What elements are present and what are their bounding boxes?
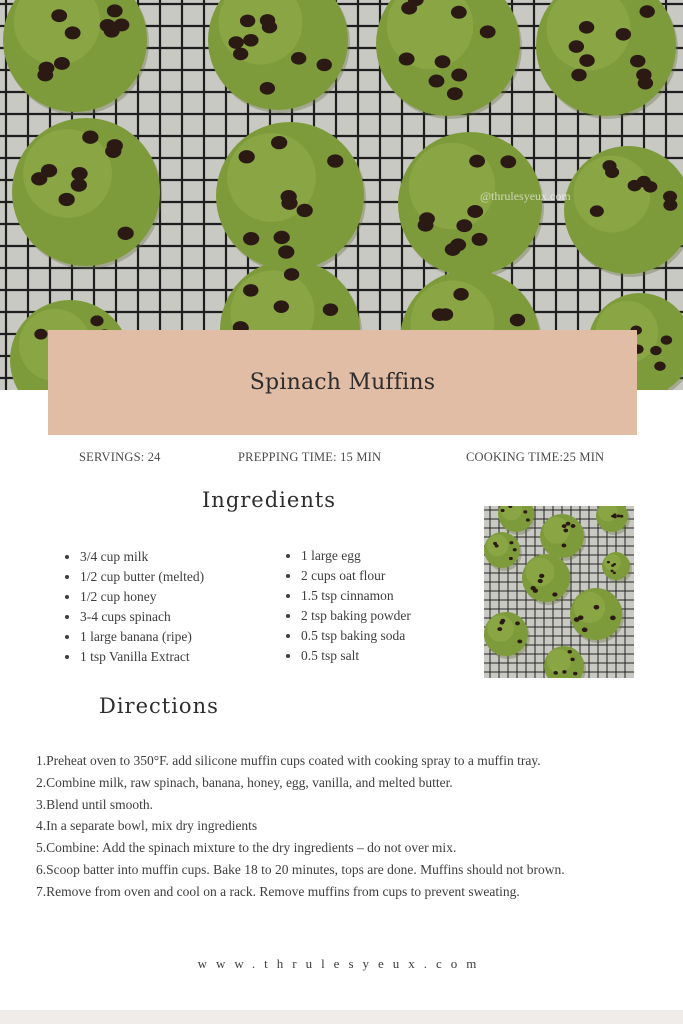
list-item: • 1 large banana (ripe) bbox=[80, 627, 204, 647]
title-card bbox=[48, 330, 637, 435]
muffin-thumbnail bbox=[484, 506, 634, 678]
list-item: • 1/2 cup honey bbox=[80, 587, 204, 607]
list-item: • 1 large egg bbox=[301, 546, 411, 566]
list-item: • 2 cups oat flour bbox=[301, 566, 411, 586]
ingredients-list-right bbox=[281, 546, 411, 666]
direction-step: 5.Combine: Add the spinach mixture to the dry ingredients – do not over mix. bbox=[36, 840, 457, 856]
list-item: • 2 tsp baking powder bbox=[301, 606, 411, 626]
direction-step: 4.In a separate bowl, mix dry ingredients bbox=[36, 818, 258, 834]
direction-step: 1.Preheat oven to 350°F. add silicone muffin cups coated with cooking spray to a muffin tray. bbox=[36, 753, 541, 768]
directions-heading: Directions bbox=[99, 694, 219, 718]
prep-time: PREPPING TIME: 15 MIN bbox=[238, 450, 382, 464]
direction-step: 2.Combine milk, raw spinach, banana, honey, egg, vanilla, and melted butter. bbox=[36, 774, 453, 790]
muffin-thumbnail-image bbox=[484, 506, 634, 678]
direction-step: 3.Blend until smooth. bbox=[36, 796, 154, 812]
direction-step: 7.Remove from oven and cool on a rack. Remove muffins from cups to prevent sweating. bbox=[36, 883, 520, 899]
list-item: • 1 tsp Vanilla Extract bbox=[80, 647, 204, 667]
directions-list bbox=[36, 750, 676, 903]
ingredients-heading: Ingredients bbox=[202, 488, 337, 512]
direction-step: 6.Scoop batter into muffin cups. Bake 18 to 20 minutes, tops are done. Muffins should not brown. bbox=[36, 861, 565, 877]
photo-watermark: @thrulesyeux.com bbox=[480, 189, 571, 203]
servings: SERVINGS: 24 bbox=[79, 450, 161, 464]
list-item: • 0.5 tsp baking soda bbox=[301, 626, 411, 646]
footer-url[interactable]: www.thrulesyeux.com bbox=[197, 956, 486, 971]
ingredients-list-left bbox=[60, 547, 204, 667]
recipe-title: Spinach Muffins bbox=[249, 370, 436, 395]
recipe-meta bbox=[0, 450, 683, 468]
cook-time: COOKING TIME:25 MIN bbox=[466, 450, 605, 464]
list-item: • 3/4 cup milk bbox=[80, 547, 204, 567]
list-item: • 3-4 cups spinach bbox=[80, 607, 204, 627]
list-item: • 0.5 tsp salt bbox=[301, 646, 411, 666]
list-item: • 1/2 cup butter (melted) bbox=[80, 567, 204, 587]
bottom-band bbox=[0, 1010, 683, 1024]
list-item: • 1.5 tsp cinnamon bbox=[301, 586, 411, 606]
